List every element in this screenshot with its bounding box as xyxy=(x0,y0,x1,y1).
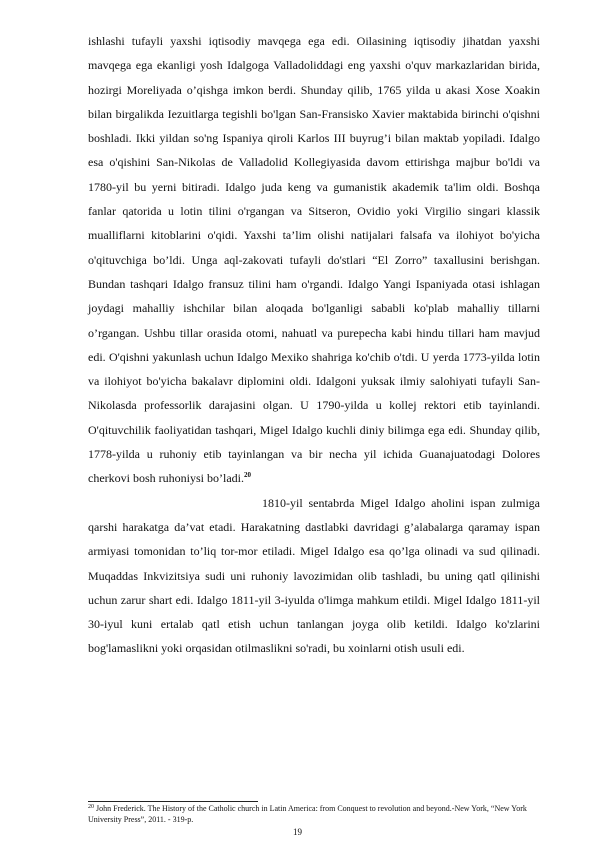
footnote-text: John Frederick. The History of the Catholic church in Latin America: from Conquest to revolution and beyond.-New York, “New York University Press”, 2011. - 319-p. xyxy=(88,804,527,824)
footnote xyxy=(88,804,540,825)
footnote-reference[interactable]: 20 xyxy=(243,471,251,480)
page-number: 19 xyxy=(293,827,302,837)
paragraph xyxy=(88,29,540,491)
footnote-divider xyxy=(88,801,258,802)
main-text xyxy=(88,29,540,661)
paragraph-text: ishlashi tufayli yaxshi iqtisodiy mavqega ega edi. Oilasining iqtisodiy jihatdan yaxshi mavqega ega ekanligi yosh Idalgoga Valladoliddagi eng yaxshi o'quv markazlaridan birida, hozirgi Moreliyada o’qishga imkon berdi. Shunday qilib, 1765 yilda u akasi Xose Xoakin bilan birgalikda Iezuitlarga tegishli bo'lgan San-Fransisko Xavier maktabida birinchi o'qishni boshladi. Ikki yildan so'ng Ispaniya qiroli Karlos III buyrug’i bilan maktab yopiladi. Idalgo esa o'qishini San-Nikolas de Valladolid Kollegiyasida davom ettirishga majbur bo'ldi va 1780-yil bu yerni bitiradi. Idalgo juda keng va gumanistik akademik ta'lim oldi. Boshqa fanlar qatorida u lotin tilini o'rgangan va Sitseron, Ovidio yoki Virgilio singari klassik mualliflarni kitoblarini o'qidi. Yaxshi ta’lim olishi natijalari falsafa va ilohiyot bo'yicha o'qituvchiga bo’ldi. Unga aql-zakovati tufayli do'stlari “El Zorro” taxallusini berishgan. Bundan tashqari Idalgo fransuz tilini ham o'rgandi. Idalgo Yangi Ispaniyada otasi ishlagan joydagi mahalliy ishchilar bilan aloqada bo'lganligi sababli ko'plab mahalliy tillarni o’rgangan. Ushbu tillar orasida otomi, nahuatl va purepecha kabi hindu tillari ham mavjud edi. O'qishni yakunlash uchun Idalgo Mexiko shahriga ko'chib o'tdi. U yerda 1773-yilda lotin va ilohiyot bo'yicha bakalavr diplomini oldi. Idalgoni yuksak ilmiy salohiyati tufayli San-Nikolasda professorlik darajasini olgan. U 1790-yilda u kollej rektori etib tayinlandi. O'qituvchilik faoliyatidan tashqari, Migel Idalgo kuchli diniy bilimga ega edi. Shunday qilib, 1778-yilda u ruhoniy etib tayinlangan va bir necha yil ichida Guanajuatodagi Dolores cherkovi bosh ruhoniysi bo’ladi. xyxy=(88,34,540,486)
footnote-number: 20 xyxy=(88,804,94,810)
paragraph: 1810-yil sentabrda Migel Idalgo aholini ispan zulmiga qarshi harakatga da’vat etadi. Harakatning dastlabki davridagi g’alabalarga qaramay ispan armiyasi tomonidan to’liq tor-mor etiladi. Migel Idalgo esa qo’lga olinadi va sud qilinadi. Muqaddas Inkvizitsiya sudi uni ruhoniy lavozimidan olib tashladi, bu uning qatl qilinishi uchun zarur shart edi. Idalgo 1811-yil 3-iyulda o'limga mahkum etildi. Migel Idalgo 1811-yil 30-iyul kuni ertalab qatl etish uchun tanlangan joyga olib ketildi. Idalgo ko'zlarini bog'lamaslikni yoki orqasidan otilmaslikni so'radi, bu xoinlarni otish usuli edi. xyxy=(88,495,540,656)
